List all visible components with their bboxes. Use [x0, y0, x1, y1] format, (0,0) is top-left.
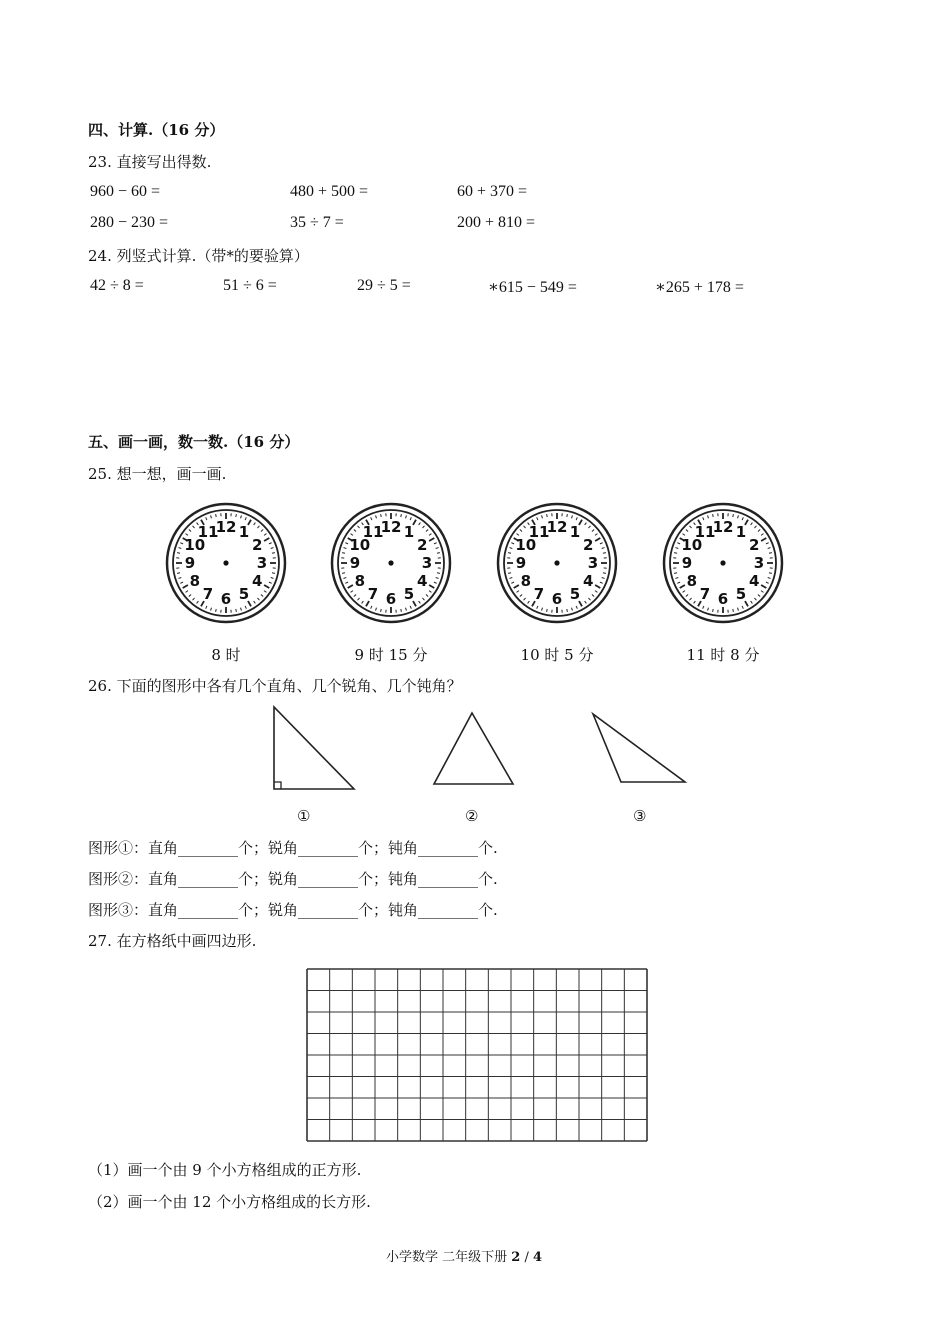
clock-tick	[680, 585, 685, 588]
clock-center-dot	[554, 560, 559, 565]
answer-line[interactable]: 图形③：直角________个；锐角________个；钝角________个.	[88, 901, 498, 919]
clock-tick	[354, 594, 356, 596]
clock-tick	[426, 594, 428, 596]
clock-tick	[595, 538, 600, 541]
clock-tick	[758, 530, 760, 532]
section4-title: 四、计算.（16 分）	[88, 121, 225, 139]
clock-tick	[514, 585, 519, 588]
clock-tick	[595, 585, 600, 588]
clock-tick	[189, 530, 191, 532]
q27-task: （2）画一个由 12 个小方格组成的长方形.	[88, 1193, 371, 1211]
clock-tick	[434, 582, 437, 583]
clock-number: 5	[735, 585, 747, 604]
clock-tick	[272, 553, 275, 554]
clock-tick	[358, 526, 360, 528]
clock-tick	[264, 585, 269, 588]
clock-tick	[376, 608, 377, 611]
clock-tick	[600, 582, 603, 583]
clock-tick	[537, 517, 538, 520]
clock-number: 1	[735, 522, 747, 541]
clock-tick	[683, 591, 685, 593]
clock-tick	[406, 515, 407, 518]
clock-number: 8	[686, 572, 698, 590]
clock-tick	[733, 609, 734, 612]
clock-number: 2	[748, 536, 760, 554]
clock-number: 11	[197, 522, 219, 541]
clock-number: 2	[416, 536, 428, 554]
clock-tick	[180, 543, 183, 544]
q23-prompt: 23. 直接写出得数.	[88, 153, 212, 171]
clock-tick	[602, 578, 605, 579]
clock-tick	[419, 601, 421, 603]
clock-tick	[371, 606, 372, 609]
triangle-obtuse	[588, 710, 692, 790]
clock-tick	[178, 578, 181, 579]
clock-tick	[742, 517, 743, 520]
clock-tick	[245, 606, 246, 609]
clock-tick	[189, 594, 191, 596]
clock-tick	[761, 534, 763, 536]
clock-tick	[686, 530, 688, 532]
clock-tick	[236, 514, 237, 517]
clock-number: 7	[367, 585, 379, 604]
clock-tick	[547, 609, 548, 612]
q26-prompt: 26. 下面的图形中各有几个直角、几个锐角、几个钝角？	[88, 677, 462, 695]
clock-tick	[216, 514, 217, 517]
q23-expr: 35 ÷ 7 =	[290, 214, 344, 231]
section5-title: 五、画一画，数一数.（16 分）	[88, 433, 300, 451]
clock-tick	[406, 608, 407, 611]
clock-number: 5	[238, 585, 250, 604]
clock-number: 6	[717, 590, 729, 608]
clock-tick	[272, 573, 275, 574]
clock-tick	[509, 578, 512, 579]
q23-expr: 960 − 60 =	[90, 183, 161, 200]
clock-tick	[257, 526, 259, 528]
clock-tick	[354, 530, 356, 532]
clock-tick	[694, 601, 696, 603]
clock-number: 12	[380, 518, 402, 536]
clock-tick	[401, 514, 402, 517]
page-footer	[386, 1246, 542, 1265]
clock-tick	[585, 601, 587, 603]
clock-tick	[713, 514, 714, 517]
clock-number: 6	[220, 590, 232, 608]
clock-tick	[264, 538, 269, 541]
answer-line[interactable]: 图形①：直角________个；锐角________个；钝角________个.	[88, 839, 498, 857]
q24-expr: 29 ÷ 5 =	[357, 277, 411, 294]
clock-tick	[206, 606, 207, 609]
clock-tick	[751, 523, 753, 525]
clock-tick	[703, 606, 704, 609]
q23-expr: 200 + 810 =	[457, 214, 536, 231]
clock-tick	[677, 543, 680, 544]
clock-tick	[245, 517, 246, 520]
clock-tick	[754, 598, 756, 600]
clock-tick	[434, 543, 437, 544]
clock-tick	[708, 608, 709, 611]
q23-expr: 60 + 370 =	[457, 183, 528, 200]
footer-page: 2	[511, 1250, 521, 1265]
clock-tick	[269, 582, 272, 583]
clock-tick	[381, 609, 382, 612]
clock-tick	[766, 543, 769, 544]
clock-tick	[241, 608, 242, 611]
clock-number: 7	[533, 585, 545, 604]
clock-tick	[269, 543, 272, 544]
clock-number: 12	[546, 518, 568, 536]
clock-tick	[686, 594, 688, 596]
clock-number: 3	[421, 554, 433, 572]
clock-tick	[271, 578, 274, 579]
clock-tick	[437, 553, 440, 554]
clock-tick	[537, 606, 538, 609]
clock-tick	[193, 598, 195, 600]
footer-total: 4	[533, 1250, 543, 1265]
q24-expr: ∗265 + 178 =	[655, 279, 744, 296]
clock-tick	[419, 523, 421, 525]
clock-tick	[362, 601, 364, 603]
clock-tick	[183, 585, 188, 588]
clock-tick	[436, 578, 439, 579]
clock-tick	[381, 514, 382, 517]
clock-tick	[410, 606, 411, 609]
clock-tick	[524, 598, 526, 600]
clock-tick	[437, 573, 440, 574]
clock-number: 3	[753, 554, 765, 572]
clock-tick	[542, 515, 543, 518]
clock-tick	[677, 582, 680, 583]
clock-tick	[674, 553, 677, 554]
clock-center-dot	[223, 560, 228, 565]
clock-number: 8	[520, 572, 532, 590]
clock-tick	[401, 609, 402, 612]
clock-number: 11	[694, 522, 716, 541]
clock-tick	[576, 606, 577, 609]
clock-tick	[264, 534, 266, 536]
q27-task: （1）画一个由 9 个小方格组成的正方形.	[88, 1161, 362, 1179]
clock-tick	[511, 543, 514, 544]
clock-tick	[241, 515, 242, 518]
clock-tick	[542, 608, 543, 611]
clock-tick	[177, 573, 180, 574]
clock-tick	[342, 573, 345, 574]
clock-number: 7	[699, 585, 711, 604]
clock-tick	[376, 515, 377, 518]
clock-tick	[585, 523, 587, 525]
clock-tick	[508, 573, 511, 574]
triangle-right	[265, 704, 360, 794]
clock-number: 4	[251, 572, 263, 590]
clock-face[interactable]	[165, 502, 287, 624]
clock-label: 8 时	[211, 646, 241, 664]
clock-tick	[572, 515, 573, 518]
clock-number: 1	[238, 522, 250, 541]
clock-tick	[508, 553, 511, 554]
clock-tick	[206, 517, 207, 520]
clock-face[interactable]	[496, 502, 618, 624]
clock-number: 2	[251, 536, 263, 554]
clock-number: 3	[587, 554, 599, 572]
clock-tick	[345, 582, 348, 583]
clock-tick	[236, 609, 237, 612]
clock-tick	[180, 582, 183, 583]
q24-expr: 51 ÷ 6 =	[223, 277, 277, 294]
clock-tick	[345, 543, 348, 544]
q23-expr: 280 − 230 =	[90, 214, 169, 231]
clock-number: 9	[681, 554, 693, 572]
clock-tick	[592, 530, 594, 532]
clock-tick	[429, 585, 434, 588]
clock-number: 4	[416, 572, 428, 590]
clock-tick	[358, 598, 360, 600]
clock-number: 11	[528, 522, 550, 541]
clock-tick	[216, 609, 217, 612]
clock-tick	[675, 548, 678, 549]
clock-number: 3	[256, 554, 268, 572]
clock-tick	[768, 578, 771, 579]
shape-label: ②	[465, 807, 479, 825]
clock-tick	[410, 517, 411, 520]
clock-tick	[738, 608, 739, 611]
clock-tick	[524, 526, 526, 528]
clock-tick	[572, 608, 573, 611]
clock-tick	[186, 591, 188, 593]
clock-number: 9	[515, 554, 527, 572]
clock-number: 4	[748, 572, 760, 590]
clock-label: 11 时 8 分	[686, 646, 760, 664]
clock-tick	[509, 548, 512, 549]
clock-tick	[761, 585, 766, 588]
clock-tick	[257, 598, 259, 600]
clock-label: 9 时 15 分	[354, 646, 428, 664]
clock-number: 10	[515, 536, 537, 554]
clock-number: 10	[681, 536, 703, 554]
clock-center-dot	[388, 560, 393, 565]
clock-tick	[595, 591, 597, 593]
clock-number: 5	[403, 585, 415, 604]
clock-tick	[343, 548, 346, 549]
clock-tick	[178, 548, 181, 549]
clock-tick	[371, 517, 372, 520]
clock-tick	[690, 598, 692, 600]
clock-number: 12	[712, 518, 734, 536]
clock-tick	[733, 514, 734, 517]
q24-expr: 42 ÷ 8 =	[90, 277, 144, 294]
clock-number: 8	[354, 572, 366, 590]
q24-prompt: 24. 列竖式计算.（带*的要验算）	[88, 247, 309, 265]
clock-tick	[511, 582, 514, 583]
q25-prompt: 25. 想一想，画一画.	[88, 465, 227, 483]
clock-tick	[520, 594, 522, 596]
clock-tick	[271, 548, 274, 549]
clock-tick	[547, 514, 548, 517]
clock-number: 10	[184, 536, 206, 554]
footer-subject: 小学数学 二年级下册	[386, 1250, 508, 1265]
clock-tick	[348, 585, 353, 588]
clock-number: 5	[569, 585, 581, 604]
clock-tick	[761, 591, 763, 593]
clock-number: 4	[582, 572, 594, 590]
clock-tick	[343, 578, 346, 579]
clock-tick	[429, 534, 431, 536]
clock-tick	[528, 601, 530, 603]
clock-tick	[600, 543, 603, 544]
answer-line[interactable]: 图形②：直角________个；锐角________个；钝角________个.	[88, 870, 498, 888]
clock-number: 10	[349, 536, 371, 554]
clock-tick	[754, 526, 756, 528]
clock-center-dot	[720, 560, 725, 565]
clock-tick	[436, 548, 439, 549]
clock-tick	[766, 582, 769, 583]
clock-tick	[738, 515, 739, 518]
clock-number: 9	[184, 554, 196, 572]
clock-tick	[429, 538, 434, 541]
clock-tick	[603, 553, 606, 554]
clock-tick	[211, 608, 212, 611]
clock-label: 10 时 5 分	[520, 646, 594, 664]
clock-tick	[761, 538, 766, 541]
clock-tick	[567, 609, 568, 612]
clock-tick	[429, 591, 431, 593]
clock-number: 6	[385, 590, 397, 608]
clock-tick	[751, 601, 753, 603]
clock-tick	[592, 594, 594, 596]
clock-number: 12	[215, 518, 237, 536]
clock-tick	[254, 523, 256, 525]
q27-prompt: 27. 在方格纸中画四边形.	[88, 932, 257, 950]
clock-tick	[588, 526, 590, 528]
clock-tick	[758, 594, 760, 596]
clock-number: 6	[551, 590, 563, 608]
q23-expr: 480 + 500 =	[290, 183, 369, 200]
clock-tick	[211, 515, 212, 518]
clock-tick	[342, 553, 345, 554]
clock-tick	[197, 601, 199, 603]
clock-face[interactable]	[330, 502, 452, 624]
clock-tick	[422, 598, 424, 600]
clock-tick	[595, 534, 597, 536]
clock-tick	[768, 548, 771, 549]
clock-tick	[703, 517, 704, 520]
clock-tick	[254, 601, 256, 603]
triangle-acute	[430, 710, 520, 790]
q24-expr: ∗615 − 549 =	[488, 279, 577, 296]
clock-tick	[261, 594, 263, 596]
clock-tick	[742, 606, 743, 609]
footer-separator: /	[524, 1250, 529, 1265]
clock-tick	[769, 573, 772, 574]
clock-tick	[675, 578, 678, 579]
clock-tick	[422, 526, 424, 528]
clock-tick	[567, 514, 568, 517]
clock-face[interactable]	[662, 502, 784, 624]
clock-number: 1	[403, 522, 415, 541]
clock-tick	[351, 591, 353, 593]
clock-tick	[708, 515, 709, 518]
clock-tick	[426, 530, 428, 532]
clock-number: 11	[362, 522, 384, 541]
clock-tick	[517, 591, 519, 593]
clock-tick	[177, 553, 180, 554]
clock-tick	[603, 573, 606, 574]
grid-paper[interactable]	[306, 968, 648, 1142]
clock-tick	[588, 598, 590, 600]
clock-number: 8	[189, 572, 201, 590]
clock-tick	[769, 553, 772, 554]
clock-tick	[602, 548, 605, 549]
shape-label: ③	[633, 807, 647, 825]
clock-tick	[261, 530, 263, 532]
shape-label: ①	[297, 807, 311, 825]
clock-tick	[690, 526, 692, 528]
clock-tick	[193, 526, 195, 528]
clock-tick	[713, 609, 714, 612]
clock-tick	[264, 591, 266, 593]
clock-number: 9	[349, 554, 361, 572]
clock-number: 2	[582, 536, 594, 554]
clock-tick	[674, 573, 677, 574]
clock-tick	[576, 517, 577, 520]
clock-number: 1	[569, 522, 581, 541]
clock-tick	[520, 530, 522, 532]
clock-number: 7	[202, 585, 214, 604]
